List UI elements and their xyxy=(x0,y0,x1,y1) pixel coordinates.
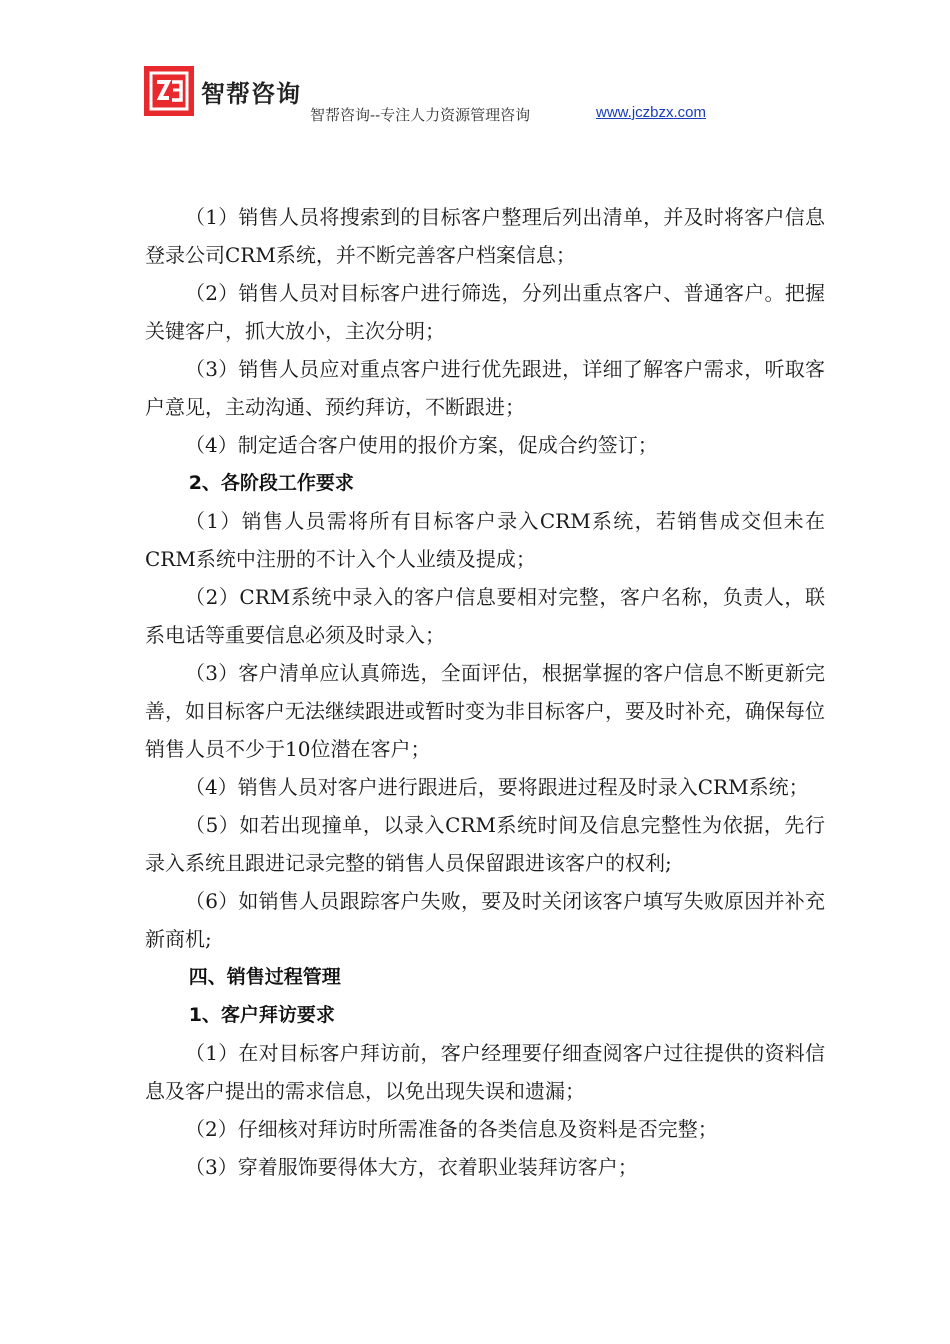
paragraph: （4）销售人员对客户进行跟进后，要将跟进过程及时录入CRM系统； xyxy=(185,775,809,799)
paragraph: （2）仔细核对拜访时所需准备的各类信息及资料是否完整； xyxy=(185,1117,718,1141)
paragraph: （4）制定适合客户使用的报价方案，促成合约签订； xyxy=(185,433,658,457)
logo-mark-icon xyxy=(148,70,190,112)
header-tagline: 智帮咨询--专注人力资源管理咨询 xyxy=(310,106,531,124)
paragraph: （5）如若出现撞单，以录入CRM系统时间及信息完整性为依据，先行录入系统且跟进记录完整的销售人员保留跟进该客户的权利; xyxy=(145,813,825,875)
paragraph: （1）在对目标客户拜访前，客户经理要仔细查阅客户过往提供的资料信息及客户提出的需求信息，以免出现失误和遗漏； xyxy=(145,1041,825,1103)
website-link[interactable]: www.jczbzx.com xyxy=(596,104,707,121)
logo-wordmark: 智帮咨询 xyxy=(201,80,301,108)
paragraph: （3）客户清单应认真筛选，全面评估，根据掌握的客户信息不断更新完善，如目标客户无法继续跟进或暂时变为非目标客户，要及时补充，确保每位销售人员不少于10位潜在客户； xyxy=(145,661,825,761)
paragraph: （2）CRM系统中录入的客户信息要相对完整，客户名称，负责人，联系电话等重要信息必须及时录入； xyxy=(145,585,825,647)
section-heading: 四、销售过程管理 xyxy=(188,966,341,988)
subsection-heading: 1、客户拜访要求 xyxy=(188,1004,335,1026)
paragraph: （1）销售人员需将所有目标客户录入CRM系统，若销售成交但未在CRM系统中注册的不计入个人业绩及提成； xyxy=(145,509,825,571)
paragraph: （1）销售人员将搜索到的目标客户整理后列出清单，并及时将客户信息登录公司CRM系统，并不断完善客户档案信息； xyxy=(145,205,825,267)
paragraph: （3）穿着服饰要得体大方，衣着职业装拜访客户； xyxy=(185,1155,638,1179)
paragraph: （6）如销售人员跟踪客户失败，要及时关闭该客户填写失败原因并补充新商机; xyxy=(145,889,825,951)
section-heading: 2、各阶段工作要求 xyxy=(188,472,354,494)
paragraph: （3）销售人员应对重点客户进行优先跟进，详细了解客户需求，听取客户意见，主动沟通、预约拜访，不断跟进； xyxy=(145,357,825,419)
paragraph: （2）销售人员对目标客户进行筛选，分列出重点客户、普通客户。把握关键客户，抓大放小，主次分明； xyxy=(145,281,825,343)
document-body xyxy=(145,198,825,1186)
company-logo-icon xyxy=(144,66,194,116)
